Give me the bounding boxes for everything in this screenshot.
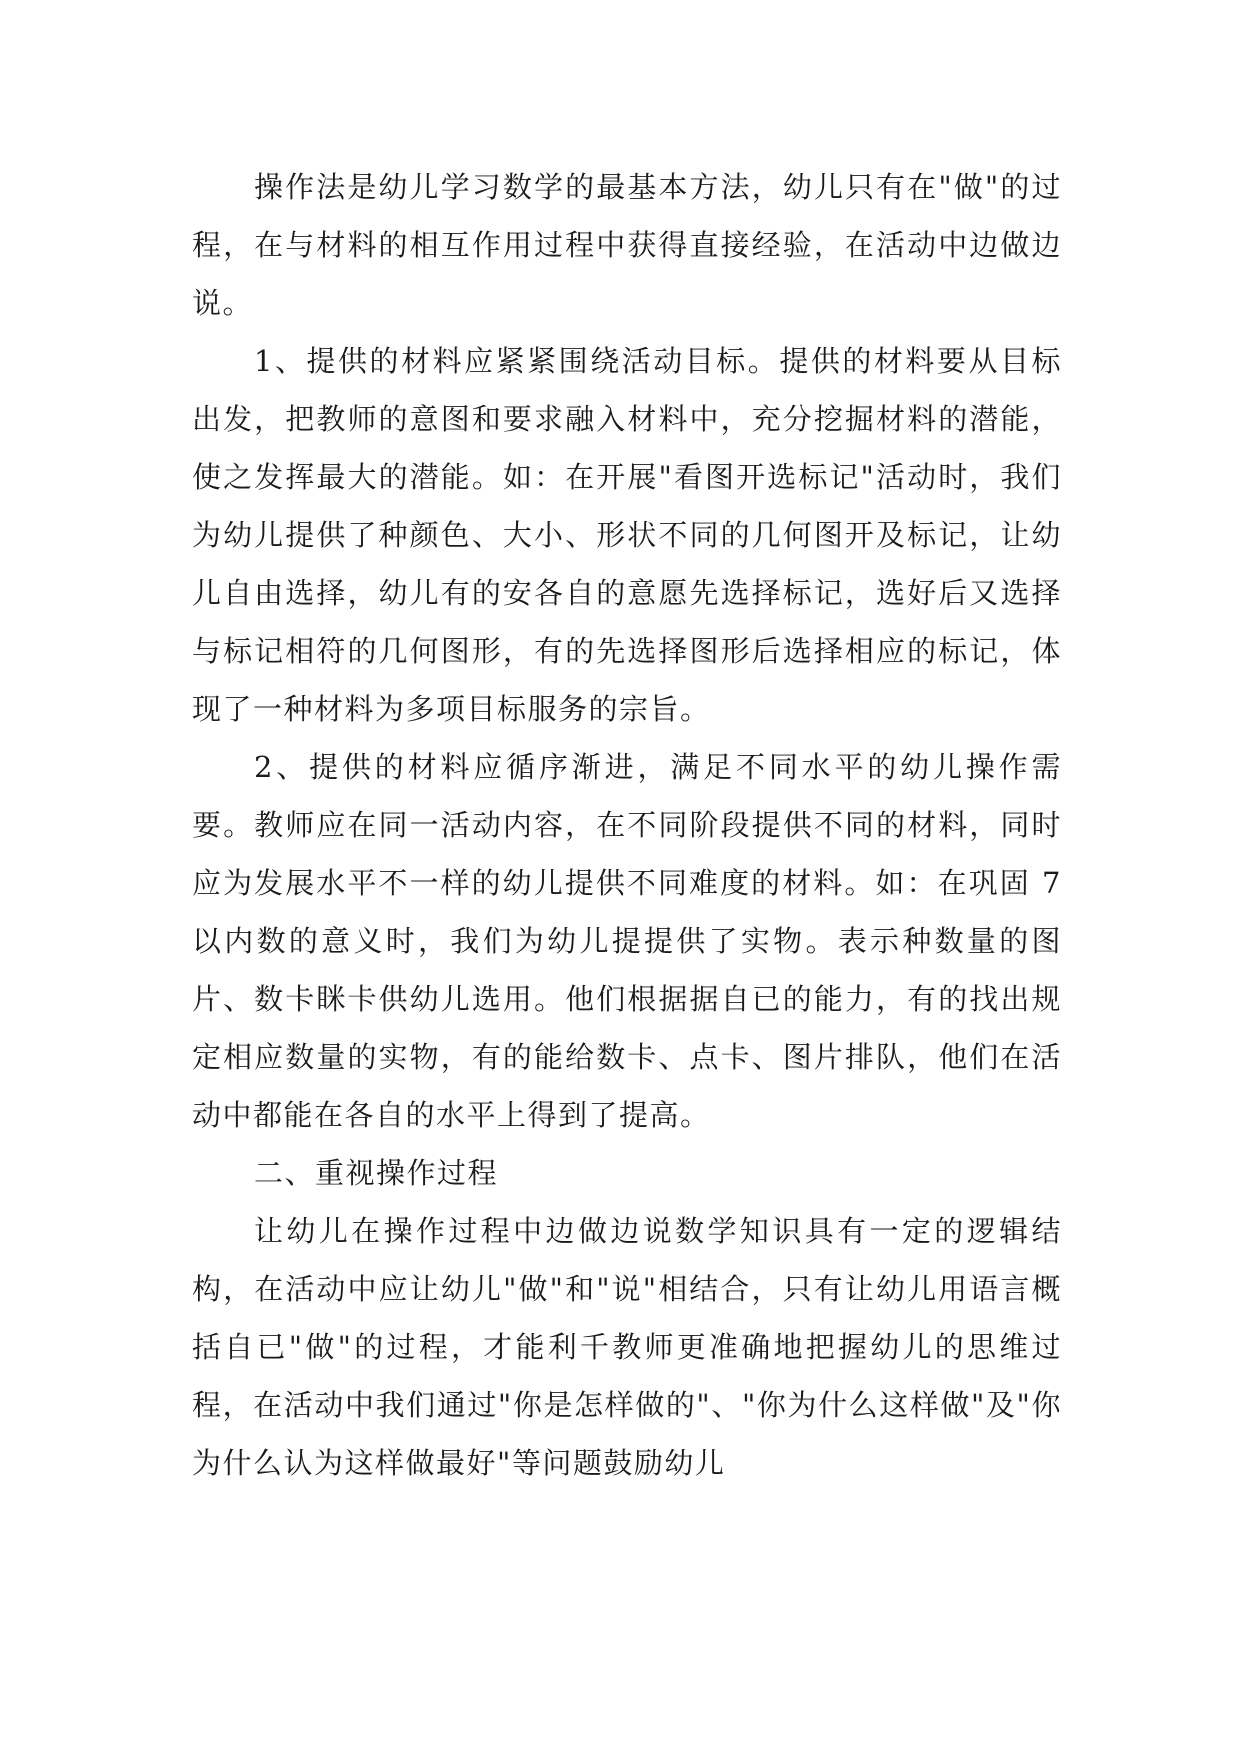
paragraph-intro: 操作法是幼儿学习数学的最基本方法，幼儿只有在"做"的过程，在与材料的相互作用过程中获得直接经验，在活动中边做边说。 [192,170,1062,320]
paragraph-section-2: 让幼儿在操作过程中边做边说数学知识具有一定的逻辑结构，在活动中应让幼儿"做"和"说"相结合，只有让幼儿用语言概括自已"做"的过程，才能利千教师更准确地把握幼儿的思维过程，在活动中我们通过"你是怎样做的"、"你为什么这样做"及"你为什么认为这样做最好"等问题鼓励幼儿 [192,1214,1062,1480]
section-heading: 二、重视操作过程 [254,1156,499,1190]
paragraph-point-2: 2、提供的材料应循序渐进，满足不同水平的幼儿操作需要。教师应在同一活动内容，在不同阶段提供不同的材料，同时应为发展水平不一样的幼儿提供不同难度的材料。如：在巩固 7 以内数的意义时，我们为幼儿提提供了实物。表示种数量的图片、数卡眯卡供幼儿选用。他们根据据自已的能力，有的找出规定相应数量的实物，有的能给数卡、点卡、图片排队，他们在活动中都能在各自的水平上得到了提高。 [192,750,1062,1132]
paragraph-point-1: 1、提供的材料应紧紧围绕活动目标。提供的材料要从目标出发，把教师的意图和要求融入材料中，充分挖掘材料的潜能，使之发挥最大的潜能。如：在开展"看图开选标记"活动时，我们为幼儿提供了种颜色、大小、形状不同的几何图开及标记，让幼儿自由选择，幼儿有的安各自的意愿先选择标记，选好后又选择与标记相符的几何图形，有的先选择图形后选择相应的标记，体现了一种材料为多项目标服务的宗旨。 [192,344,1062,726]
document-body [192,158,1062,1492]
